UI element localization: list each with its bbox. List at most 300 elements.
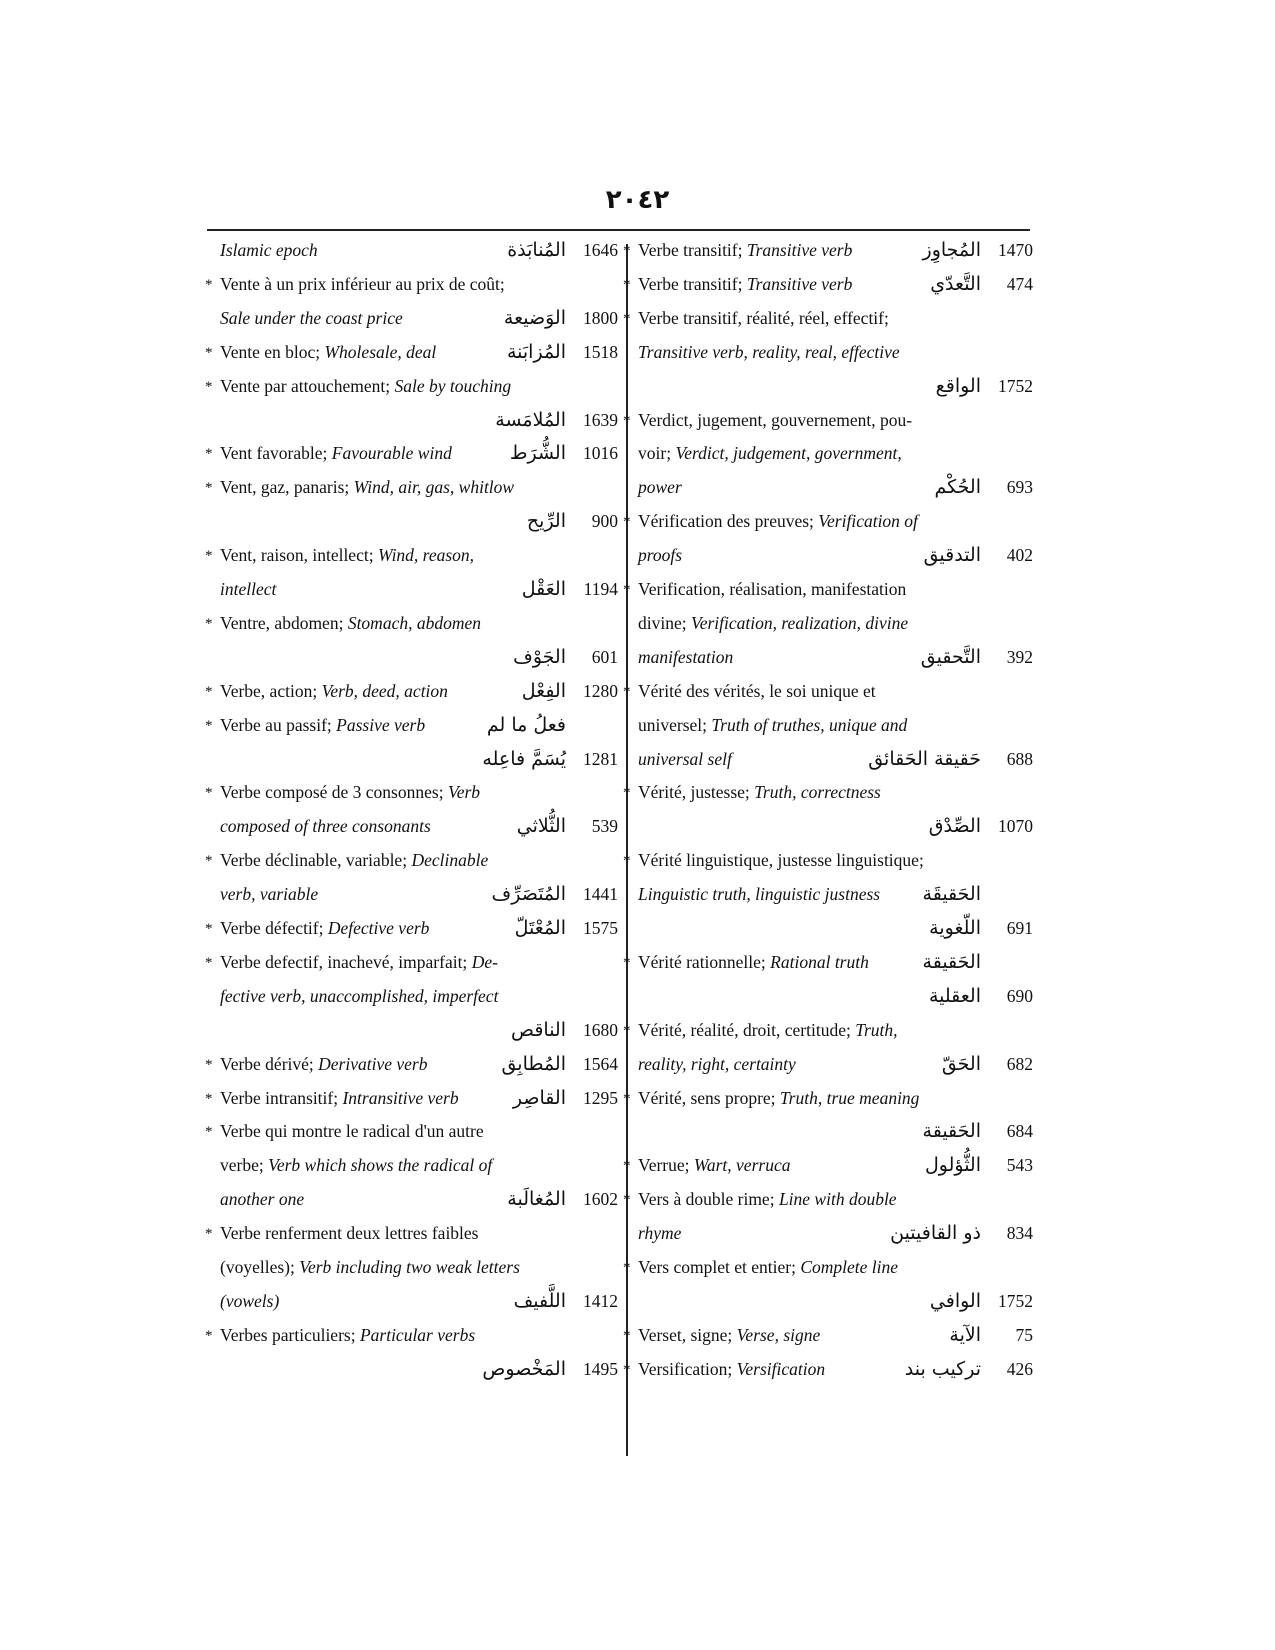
entry-line (205, 609, 618, 637)
english-term: Sale by touching (394, 375, 512, 396)
french-term: Vente à un prix inférieur au prix de coût; (220, 273, 505, 294)
entry-line (638, 880, 1033, 908)
arabic-term: المُزابَنة (506, 340, 566, 363)
entry-text (638, 511, 918, 531)
entry-bullet: * (623, 582, 631, 598)
entry-line (205, 948, 618, 976)
arabic-term: الشُّرَط (509, 442, 566, 465)
entry-line (220, 236, 618, 264)
entry-bullet: * (205, 378, 213, 395)
french-term: divine; (638, 612, 691, 633)
entry-bullet: * (623, 514, 631, 531)
entry-bullet: * (623, 1158, 631, 1175)
entry-bullet: * (623, 412, 631, 429)
entry-text (220, 816, 431, 836)
entry-text (220, 850, 488, 870)
arabic-term: الحَقيقة (922, 950, 981, 973)
french-term: Vent, gaz, panaris; (220, 477, 354, 498)
arabic-term: فعلُ ما لم (486, 713, 566, 736)
entry-number: 1295 (583, 1087, 618, 1108)
french-term: Verset, signe; (638, 1324, 737, 1345)
entry-text (638, 613, 908, 633)
french-term: Verbe au passif; (220, 714, 337, 735)
entry-number: 1281 (583, 748, 618, 769)
arabic-term: الوَضيعة (503, 306, 566, 329)
entry-line (205, 1321, 618, 1349)
arabic-term: الثُّؤلول (924, 1154, 981, 1177)
entry-line (638, 1050, 1033, 1078)
entry-bullet: * (623, 310, 631, 327)
entry-line (220, 1016, 618, 1044)
entry-bullet: * (623, 1022, 631, 1039)
entry-number: 402 (1006, 545, 1033, 566)
english-term: (vowels) (220, 1290, 280, 1311)
french-term: Verbe déclinable, variable; (220, 850, 412, 871)
entry-text (220, 613, 481, 633)
entry-line (205, 1117, 618, 1145)
arabic-term: المُلامَسة (495, 408, 566, 431)
french-term: Verification, réalisation, manifestation (638, 579, 907, 599)
english-term: fective verb, unaccomplished, imperfect (220, 985, 499, 1006)
entry-number: 684 (1006, 1121, 1033, 1142)
entry-line (623, 1084, 1033, 1112)
entry-text (638, 1223, 681, 1243)
entry-text (638, 1189, 897, 1209)
entry-line (638, 982, 1033, 1010)
entry-text (220, 274, 505, 294)
entry-bullet: * (205, 1226, 213, 1243)
english-term: Stomach, abdomen (347, 612, 481, 633)
entry-line (220, 982, 618, 1010)
entry-line (638, 643, 1033, 671)
french-term: Vent, raison, intellect; (220, 545, 378, 566)
entry-bullet: * (623, 683, 631, 700)
french-term: Verbe, action; (220, 680, 322, 701)
entry-line (623, 1016, 1033, 1044)
arabic-term: المُتَصَرِّف (491, 883, 566, 906)
english-term: manifestation (638, 646, 734, 667)
entry-text (220, 579, 276, 599)
entry-line (623, 948, 1033, 976)
entry-line (205, 541, 618, 569)
entry-line (638, 1287, 1033, 1315)
entry-line (623, 1321, 1033, 1349)
french-term: Verdict, jugement, gouvernement, pou- (638, 409, 913, 430)
entry-bullet: * (205, 954, 213, 971)
english-term: Transitive verb (746, 240, 853, 260)
entry-text (220, 1257, 520, 1277)
entry-bullet: * (205, 1327, 213, 1344)
entry-line (205, 372, 618, 400)
arabic-term: الحَقّ (941, 1052, 981, 1075)
entry-text (220, 1189, 304, 1209)
entry-number: 543 (1006, 1155, 1033, 1176)
english-term: Derivative verb (318, 1053, 428, 1074)
entry-text (220, 1088, 459, 1108)
page-number: ٢٠٤٢ (605, 185, 670, 215)
english-term: Rational truth (770, 951, 869, 972)
entry-number: 682 (1006, 1053, 1033, 1074)
entry-number: 1639 (583, 409, 618, 430)
entry-bullet: * (623, 1361, 631, 1378)
arabic-term: العقلية (928, 984, 981, 1007)
entry-line (220, 1151, 618, 1179)
english-term: Verb (447, 782, 481, 803)
entry-line (638, 1117, 1033, 1145)
entry-line (220, 643, 618, 671)
entry-line (623, 778, 1033, 806)
entry-number: 1752 (998, 375, 1033, 396)
entry-line (638, 541, 1033, 569)
entry-line (205, 677, 618, 705)
arabic-term: المُنابَذة (507, 239, 566, 261)
arabic-term: التَّحقيق (920, 645, 981, 668)
entry-number: 1441 (583, 884, 618, 905)
entry-text (638, 1325, 820, 1345)
arabic-term: الثُّلاثي (516, 815, 566, 838)
french-term: Vérification des preuves; (638, 511, 819, 532)
arabic-term: الواقع (935, 374, 981, 397)
entry-text (638, 308, 889, 328)
entry-bullet: * (205, 480, 213, 497)
entry-number: 1280 (583, 680, 618, 701)
arabic-term: الوافي (929, 1289, 981, 1312)
english-term: Wholesale, deal (324, 341, 437, 362)
entry-text (220, 918, 429, 938)
french-term: voir; (638, 443, 676, 464)
english-term: Versification (736, 1358, 826, 1379)
entry-text (638, 850, 924, 870)
french-term: Vérité, sens propre; (638, 1087, 780, 1108)
english-term: Truth, correctness (754, 782, 881, 803)
french-term: Vers complet et entier; (638, 1257, 801, 1277)
entry-text (220, 240, 318, 260)
entry-text (638, 240, 852, 260)
english-term: Verse, signe (736, 1324, 821, 1345)
entry-text (638, 749, 732, 769)
english-term: Line with double (778, 1189, 897, 1210)
french-term: Verbe intransitif; (220, 1087, 343, 1108)
entry-number: 834 (1006, 1223, 1033, 1244)
english-term: Wind, reason, (377, 545, 475, 566)
arabic-term: تركيب بند (904, 1357, 981, 1380)
entry-bullet: * (623, 276, 631, 293)
entry-line (623, 270, 1033, 298)
entry-line (205, 1084, 618, 1112)
entry-bullet: * (205, 1056, 213, 1073)
entry-text (220, 477, 514, 497)
entry-line (205, 711, 618, 739)
entry-number: 690 (1006, 985, 1033, 1006)
entry-line (623, 507, 1033, 535)
entry-line (205, 338, 618, 366)
entry-line (220, 812, 618, 840)
entry-text (638, 952, 869, 972)
entry-bullet: * (623, 1327, 631, 1344)
arabic-term: الفِعْل (521, 679, 566, 702)
arabic-term: اللَّفيف (513, 1289, 566, 1312)
entry-line (220, 1287, 618, 1315)
english-term: another one (220, 1189, 305, 1210)
entry-text (638, 1155, 790, 1175)
entry-text (638, 477, 682, 497)
french-term: (voyelles); (220, 1257, 300, 1277)
entry-number: 392 (1006, 646, 1033, 667)
entry-text (638, 715, 907, 735)
entry-text (638, 1257, 898, 1277)
entry-line (220, 507, 618, 535)
english-term: Declinable (411, 850, 489, 871)
english-term: Intransitive verb (342, 1087, 459, 1108)
entry-bullet: * (623, 853, 631, 870)
arabic-term: العَقْل (521, 578, 566, 600)
arabic-term: المُجاوِز (922, 239, 981, 261)
entry-number: 1070 (998, 816, 1033, 837)
header-rule (207, 229, 1030, 231)
french-term: Vente par attouchement; (220, 375, 395, 396)
entry-text (220, 884, 318, 904)
arabic-term: اللّغوية (929, 917, 981, 939)
french-term: Vente en bloc; (220, 341, 325, 362)
entry-text (220, 1223, 479, 1243)
entry-line (205, 473, 618, 501)
french-term: Verbe defectif, inachevé, imparfait; (220, 951, 472, 972)
english-term: Passive verb (336, 714, 426, 735)
entry-bullet: * (205, 276, 213, 293)
english-term: rhyme (638, 1223, 682, 1244)
entry-text (220, 715, 425, 735)
english-term: Complete line (800, 1257, 898, 1277)
entry-number: 1646 (583, 240, 618, 260)
entry-text (220, 986, 498, 1006)
english-term: Favourable wind (331, 443, 452, 464)
english-term: Verification of (818, 511, 918, 532)
entry-line (205, 914, 618, 942)
entry-line (205, 439, 618, 467)
french-term: verbe; (220, 1155, 269, 1176)
arabic-term: الحَقيقَة (922, 883, 981, 906)
entry-number: 426 (1006, 1358, 1033, 1379)
entry-number: 1518 (583, 341, 618, 362)
arabic-term: الصِّدْق (928, 815, 981, 838)
english-term: composed of three consonants (220, 816, 431, 837)
entry-bullet: * (205, 717, 213, 734)
entry-number: 1564 (583, 1053, 618, 1074)
french-term: universel; (638, 714, 712, 735)
entry-number: 474 (1006, 273, 1033, 294)
entry-line (623, 677, 1033, 705)
entry-text (638, 1054, 796, 1074)
entry-number: 1800 (583, 307, 618, 328)
entry-number: 1752 (998, 1290, 1033, 1311)
entry-text (220, 1121, 484, 1141)
entry-line (623, 304, 1033, 332)
french-term: Verbes particuliers; (220, 1324, 360, 1345)
entry-text (638, 681, 876, 701)
entry-text (638, 647, 733, 667)
entry-text (220, 342, 436, 362)
entry-text (638, 1359, 825, 1379)
english-term: Verb, deed, action (321, 680, 448, 701)
entry-bullet: * (623, 785, 631, 802)
entry-text (220, 952, 498, 972)
english-term: Truth, true meaning (779, 1087, 920, 1108)
entry-number: 1194 (583, 579, 618, 599)
english-term: intellect (220, 579, 277, 599)
arabic-term: ذو القافيتين (890, 1222, 981, 1245)
entry-text (638, 342, 900, 362)
entry-line (638, 711, 1033, 739)
entry-bullet: * (205, 615, 213, 632)
english-term: Wind, air, gas, whitlow (353, 477, 515, 498)
french-term: Verbe transitif; (638, 240, 747, 260)
french-term: Verbe transitif, réalité, réel, effectif; (638, 307, 889, 328)
entry-line (623, 575, 1033, 603)
entry-text (638, 1020, 898, 1040)
english-term: Wart, verruca (693, 1155, 791, 1176)
english-term: Verdict, judgement, government, (675, 443, 902, 464)
english-term: Transitive verb, reality, real, effective (638, 341, 900, 362)
english-term: Defective verb (327, 918, 430, 938)
french-term: Verbe défectif; (220, 918, 328, 938)
entry-text (638, 545, 682, 565)
entry-text (638, 410, 912, 430)
entry-line (205, 1050, 618, 1078)
english-term: Verification, realization, divine (690, 612, 909, 633)
entry-line (220, 304, 618, 332)
entry-text (220, 1291, 279, 1311)
english-term: reality, right, certainty (638, 1053, 796, 1074)
french-term: Versification; (638, 1358, 737, 1379)
entry-bullet: * (205, 853, 213, 870)
french-term: Vent favorable; (220, 443, 332, 464)
entry-line (220, 1253, 618, 1281)
french-term: Verbe transitif; (638, 273, 747, 294)
entry-bullet: * (205, 921, 213, 937)
arabic-term: الرِّيح (526, 510, 566, 533)
entry-line (638, 609, 1033, 637)
entry-number: 1470 (998, 240, 1033, 260)
french-term: Vers à double rime; (638, 1189, 779, 1210)
entry-line (623, 1185, 1033, 1213)
entry-text (638, 579, 906, 599)
entry-bullet: * (623, 1192, 631, 1209)
entry-number: 1602 (583, 1189, 618, 1210)
arabic-term: الحُكْم (934, 476, 981, 499)
entry-text (220, 1054, 427, 1074)
entry-text (220, 376, 511, 396)
entry-line (623, 236, 1033, 264)
entry-number: 691 (1006, 918, 1033, 938)
entry-bullet: * (623, 954, 631, 971)
entry-line (638, 1219, 1033, 1247)
entry-line (205, 778, 618, 806)
entry-text (638, 1088, 919, 1108)
entry-line (623, 406, 1033, 434)
english-term: proofs (638, 545, 683, 566)
entry-line (638, 812, 1033, 840)
entry-bullet: * (623, 1090, 631, 1107)
arabic-term: حَقيقة الحَقائق (868, 747, 981, 770)
entry-line (220, 406, 618, 434)
english-term: universal self (638, 748, 732, 769)
entry-line (220, 1185, 618, 1213)
entry-text (220, 308, 403, 328)
entry-line (623, 846, 1033, 874)
entry-number: 75 (1015, 1324, 1033, 1345)
arabic-term: المُطابِق (501, 1052, 566, 1075)
entry-line (638, 338, 1033, 366)
entry-number: 601 (591, 646, 618, 667)
french-term: Vérité rationnelle; (638, 951, 771, 972)
arabic-term: القاصِر (512, 1086, 566, 1109)
entry-text (220, 545, 474, 565)
entry-text (638, 274, 852, 294)
entry-number: 539 (591, 816, 618, 837)
english-term: Sale under the coast price (220, 307, 403, 328)
entry-number: 688 (1006, 748, 1033, 769)
entry-number: 1412 (583, 1290, 618, 1311)
entry-number: 693 (1006, 477, 1033, 498)
english-term: Transitive verb (746, 273, 853, 294)
french-term: Vérité linguistique, justesse linguistique; (638, 850, 924, 871)
arabic-term: يُسَمَّ فاعِله (482, 747, 566, 770)
english-term: Verb including two weak letters (299, 1257, 520, 1277)
english-term: Linguistic truth, linguistic justness (638, 884, 881, 905)
english-term: Truth of truthes, unique and (711, 714, 908, 735)
english-term: Islamic epoch (220, 240, 318, 260)
entry-bullet: * (205, 344, 213, 361)
entry-text (220, 681, 448, 701)
arabic-term: الناقص (511, 1018, 566, 1041)
arabic-term: المَخْصوص (482, 1357, 566, 1380)
entry-line (623, 1253, 1033, 1281)
entry-line (220, 1355, 618, 1383)
entry-line (623, 1355, 1033, 1383)
arabic-term: الحَقيقة (922, 1120, 981, 1143)
entry-number: 900 (591, 511, 618, 532)
french-term: Verbe dérivé; (220, 1053, 319, 1074)
english-term: Truth, (855, 1019, 898, 1040)
entry-text (638, 782, 881, 802)
entry-line (623, 1151, 1033, 1179)
entry-line (220, 575, 618, 603)
arabic-term: التدقيق (923, 544, 981, 567)
arabic-term: الآية (949, 1323, 981, 1346)
entry-bullet: * (205, 785, 213, 802)
entry-line (638, 473, 1033, 501)
entry-text (638, 443, 902, 463)
entry-text (638, 884, 880, 904)
entry-line (220, 880, 618, 908)
entry-bullet: * (205, 1090, 213, 1107)
english-term: power (638, 477, 682, 498)
entry-bullet: * (205, 446, 213, 463)
french-term: Ventre, abdomen; (220, 612, 348, 633)
entry-number: 1680 (583, 1019, 618, 1040)
english-term: Verb which shows the radical of (268, 1155, 493, 1176)
entry-text (220, 1325, 475, 1345)
entry-number: 1495 (583, 1358, 618, 1379)
entry-text (220, 1155, 492, 1175)
entry-line (205, 846, 618, 874)
french-term: Verbe composé de 3 consonnes; (220, 782, 448, 803)
english-term: verb, variable (220, 884, 319, 905)
arabic-term: الجَوْف (513, 645, 566, 668)
english-term: Particular verbs (359, 1324, 476, 1345)
entry-number: 1575 (583, 918, 618, 938)
entry-text (220, 443, 452, 463)
